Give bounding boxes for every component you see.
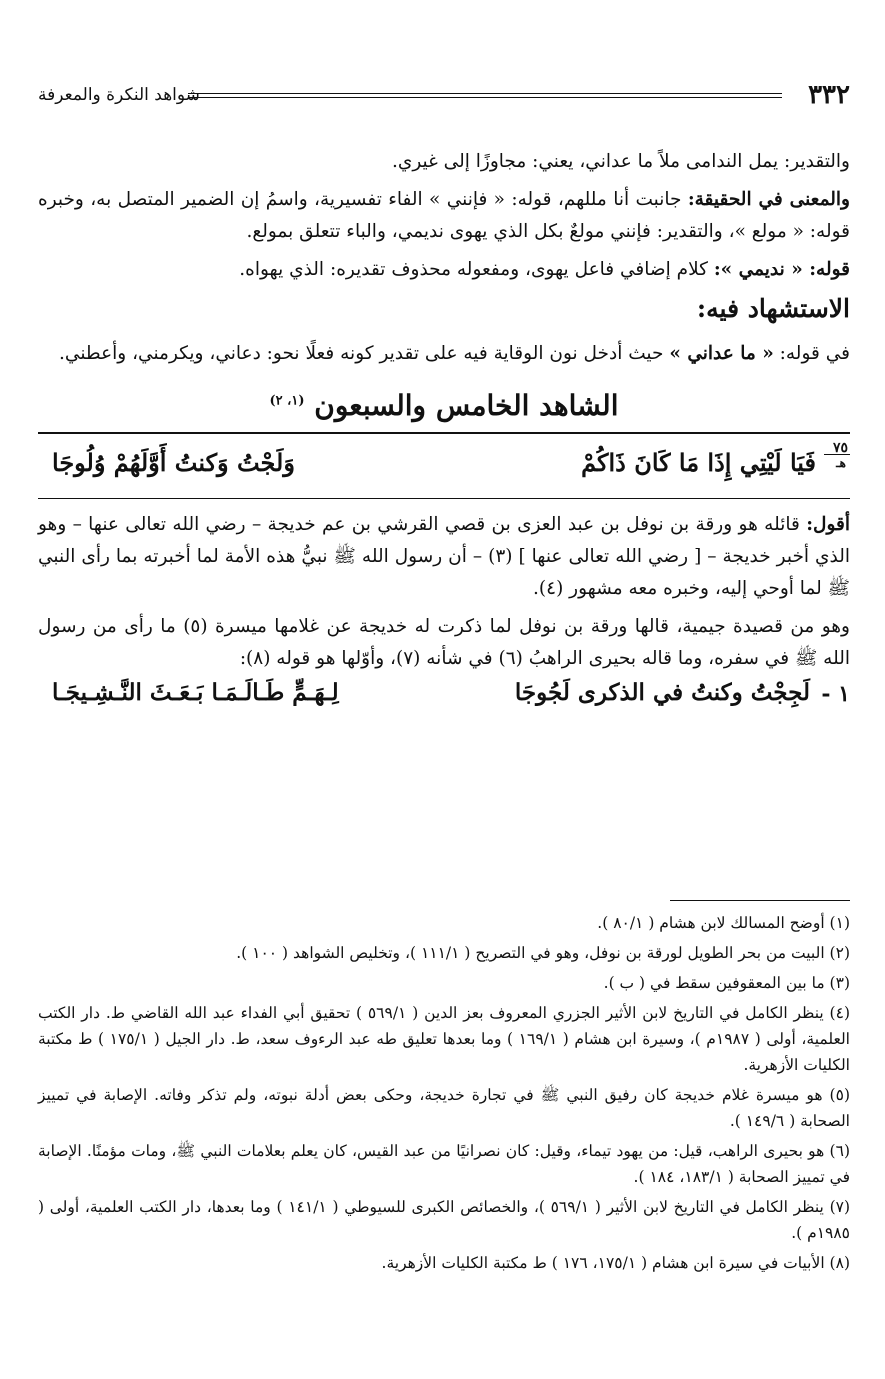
paragraph-istishhad <box>38 338 850 370</box>
meaning-text: جانبت أنا مللهم، قوله: « فإنني » الفاء تفسيرية، واسمُ إن الضمير المتصل به، وخبره قوله: « مولع »، والتقدير: فإنني مولعٌ بكل الذي يهوى نديمي، والباء تتعلق بمولع. <box>38 189 850 242</box>
meaning-label: والمعنى في الحقيقة: <box>687 189 850 210</box>
running-header <box>38 80 850 110</box>
section-heading: الاستشهاد فيه: <box>696 294 850 323</box>
aqulu-label: أقول: <box>806 514 850 535</box>
header-double-rule <box>188 93 782 98</box>
footnote: (١) أوضح المسالك لابن هشام ( ٨٠/١ ). <box>597 914 850 932</box>
footnotes <box>38 910 850 1280</box>
istishhad-pre: في قوله: <box>779 343 850 364</box>
paragraph-qasida: وهو من قصيدة جيمية، قالها ورقة بن نوفل لما ذكرت له خديجة عن غلامها ميسرة (٥) ما رأى من رسول الله ﷺ في سفره، وما قاله بحيرى الراهبُ (٦) في شأنه (٧)، وأوّلها هو قوله (٨): <box>38 616 850 669</box>
verse-first-hemistich: فَيَا لَيْتِي إِذَا مَا كَانَ ذَاكُمْ <box>581 448 816 477</box>
footnote: (٧) ينظر الكامل في التاريخ لابن الأثير ( ٥٦٩/١ )، والخصائص الكبرى للسيوطي ( ١٤١/١ ) وما بعدها، دار الكتب العلمية، أولى ( ١٩٨٥م ). <box>38 1198 851 1242</box>
paragraph-aqulu <box>38 509 850 605</box>
footnote: (٥) هو ميسرة غلام خديجة كان رفيق النبي ﷺ في تجارة خديجة، وحكى بعض أدلة نبوته، ولم تذكر وفاته. الإصابة في تمييز الصحابة ( ١٤٩/٦ ). <box>38 1086 850 1130</box>
aqulu-text: قائله هو ورقة بن نوفل بن عبد العزى بن قصي القرشي بن عم خديجة – رضي الله تعالى عنها – وهو الذي أخبر خديجة – [ رضي الله تعالى عنها ] (٣) – أن رسول الله ﷺ نبيُّ هذه الأمة لما أخبرته بما رأى النبي ﷺ لما أوحي إليه، وخبره معه مشهور (٤). <box>38 514 850 599</box>
witness-title-text: الشاهد الخامس والسبعون <box>314 389 619 422</box>
nadimi-label: قوله: « نديمي »: <box>713 259 850 280</box>
first-verse-of-poem <box>38 677 850 717</box>
verse-number-rule <box>824 454 850 455</box>
witness-verse <box>38 432 850 499</box>
footnote: (٤) ينظر الكامل في التاريخ لابن الأثير الجزري المعروف بعز الدين ( ٥٦٩/١ ) تحقيق أبي الفداء عبد الله القاضي ط. دار الكتب العلمية، أولى ( ١٩٨٧م )، وسيرة ابن هشام ( ١٦٩/١ ) وما بعدها تعليق طه عبد الرءوف سعد، ط. دار الجيل ( ١٧٥/١ ) ط مكتبة الكليات الأزهرية. <box>38 1004 850 1074</box>
paragraph-meaning <box>38 184 850 248</box>
running-title: شواهد النكرة والمعرفة <box>38 85 200 105</box>
footnote: (٨) الأبيات في سيرة ابن هشام ( ١٧٥/١، ١٧٦ ) ط مكتبة الكليات الأزهرية. <box>381 1254 850 1272</box>
verse-number-mark: هـ <box>836 456 846 470</box>
poem-second-hemistich: لِـهَـمٍّ طَـالَـمَـا بَـعَـثَ النَّـشِـيجَـا <box>52 679 339 706</box>
footnote: (٦) هو بحيرى الراهب، قيل: من يهود تيماء، وقيل: كان نصرانيًا من عبد القيس، كان يعلم بعلامات النبي ﷺ، ومات مؤمنًا. الإصابة في تمييز الصحابة ( ١٨٣/١، ١٨٤ ). <box>38 1142 850 1186</box>
istishhad-text: حيث أدخل نون الوقاية فيه على تقدير كونه فعلًا نحو: دعاني، ويكرمني، وأعطني. <box>59 343 664 364</box>
page-number: ٣٣٢ <box>808 80 850 110</box>
poem-first-hemistich: لَجِجْتُ وكنتُ في الذكرى لَجُوجَا <box>514 679 810 706</box>
poem-verse-number: ١ - <box>821 681 850 707</box>
istishhad-quote: « ما عداني » <box>669 343 774 364</box>
witness-title <box>38 386 850 426</box>
nadimi-text: كلام إضافي فاعل يهوى، ومفعوله محذوف تقديره: الذي يهواه. <box>239 259 708 280</box>
verse-number: ٧٥ <box>832 440 848 456</box>
witness-title-refs: (١، ٢) <box>269 393 305 409</box>
verse-second-hemistich: وَلَجْتُ وَكنتُ أَوَّلَهُمْ وُلُوجَا <box>52 448 295 477</box>
paragraph-taqdir: والتقدير: يمل الندامى ملاً ما عداني، يعني: مجاوزًا إلى غيري. <box>391 151 850 172</box>
footnote: (٢) البيت من بحر الطويل لورقة بن نوفل، وهو في التصريح ( ١١١/١ )، وتخليص الشواهد ( ١٠٠ ). <box>236 944 850 962</box>
main-text <box>38 146 850 717</box>
footnote: (٣) ما بين المعقوفين سقط في ( ب ). <box>603 974 850 992</box>
footnote-separator <box>670 900 850 901</box>
paragraph-nadimi <box>38 254 850 286</box>
